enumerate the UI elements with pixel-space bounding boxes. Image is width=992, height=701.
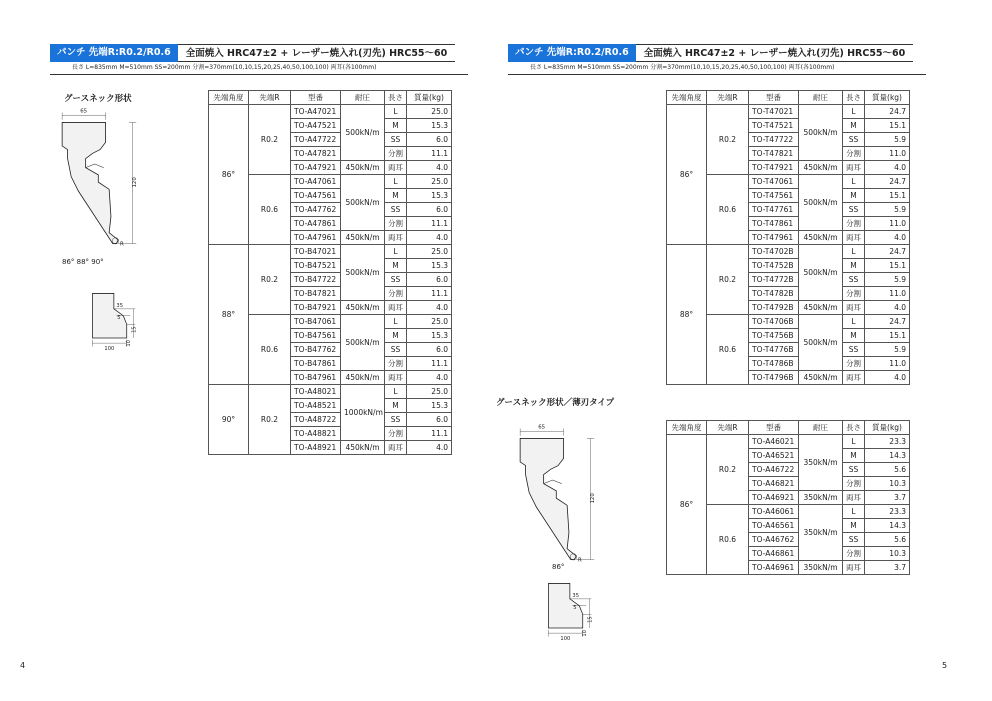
- length: L: [843, 245, 865, 259]
- col-header: 先端角度: [209, 91, 249, 105]
- length: L: [843, 505, 865, 519]
- length: L: [843, 315, 865, 329]
- model-number: TO-B47521: [291, 259, 341, 273]
- mass: 24.7: [865, 175, 910, 189]
- length: 分割: [843, 547, 865, 561]
- length: M: [843, 519, 865, 533]
- mass: 15.1: [865, 189, 910, 203]
- model-number: TO-T47561: [749, 189, 799, 203]
- mass: 15.3: [407, 259, 452, 273]
- mass: 6.0: [407, 273, 452, 287]
- pressure: 350kN/m: [799, 561, 843, 575]
- model-number: TO-A46722: [749, 463, 799, 477]
- pressure: 500kN/m: [341, 315, 385, 371]
- model-number: TO-T47761: [749, 203, 799, 217]
- model-number: TO-A47861: [291, 217, 341, 231]
- model-number: TO-B47821: [291, 287, 341, 301]
- length: 両耳: [843, 491, 865, 505]
- model-number: TO-T4796B: [749, 371, 799, 385]
- tip-angle: 90°: [209, 385, 249, 455]
- punch-base-drawing: [542, 580, 596, 640]
- model-number: TO-A47521: [291, 119, 341, 133]
- length: 両耳: [843, 161, 865, 175]
- length: 両耳: [843, 371, 865, 385]
- mass: 4.0: [407, 441, 452, 455]
- length: 分割: [385, 287, 407, 301]
- mass: 6.0: [407, 413, 452, 427]
- mass: 15.3: [407, 189, 452, 203]
- model-number: TO-A47961: [291, 231, 341, 245]
- dim-100: 100: [104, 346, 115, 352]
- mass: 6.0: [407, 133, 452, 147]
- gooseneck-punch-drawing: [514, 424, 604, 574]
- length: L: [843, 105, 865, 119]
- pressure: 500kN/m: [799, 175, 843, 231]
- dim-tip-radius: R: [119, 241, 124, 248]
- tip-radius: R0.6: [249, 315, 291, 385]
- length: M: [385, 189, 407, 203]
- col-header: 耐圧: [799, 91, 843, 105]
- series-badge: パンチ 先端R:R0.2/R0.6: [50, 44, 178, 62]
- mass: 6.0: [407, 343, 452, 357]
- tip-radius: R0.2: [249, 105, 291, 175]
- model-number: TO-B47961: [291, 371, 341, 385]
- pressure: 450kN/m: [799, 301, 843, 315]
- length: 両耳: [843, 561, 865, 575]
- model-number: TO-T4782B: [749, 287, 799, 301]
- length: 分割: [385, 427, 407, 441]
- length: SS: [843, 533, 865, 547]
- mass: 4.0: [865, 371, 910, 385]
- tip-angles: 86°: [552, 563, 565, 571]
- tip-radius: R0.2: [249, 385, 291, 455]
- page-header: [508, 44, 913, 62]
- length: M: [843, 119, 865, 133]
- length: 両耳: [385, 161, 407, 175]
- model-number: TO-T4752B: [749, 259, 799, 273]
- length: 分割: [385, 217, 407, 231]
- model-number: TO-A47821: [291, 147, 341, 161]
- mass: 11.1: [407, 357, 452, 371]
- mass: 3.7: [865, 491, 910, 505]
- mass: 11.0: [865, 217, 910, 231]
- table-header-row: [667, 91, 910, 105]
- model-number: TO-A46821: [749, 477, 799, 491]
- pressure: 450kN/m: [341, 371, 385, 385]
- hardening-heading: 全面焼入 HRC47±2 + レーザー焼入れ(刃先) HRC55〜60: [178, 44, 456, 62]
- spec-table-gooseneck-thin: [666, 420, 910, 575]
- spec-table: [208, 90, 452, 455]
- col-header: 長さ: [843, 421, 865, 435]
- mass: 14.3: [865, 519, 910, 533]
- length: 両耳: [385, 371, 407, 385]
- dim-15: 15: [587, 616, 594, 623]
- length: SS: [385, 273, 407, 287]
- col-header: 長さ: [385, 91, 407, 105]
- pressure: 350kN/m: [799, 505, 843, 561]
- col-header: 型番: [291, 91, 341, 105]
- dim-width: 65: [80, 108, 88, 115]
- model-number: TO-A46521: [749, 449, 799, 463]
- length: M: [843, 329, 865, 343]
- col-header: 耐圧: [341, 91, 385, 105]
- mass: 11.1: [407, 147, 452, 161]
- model-number: TO-A47762: [291, 203, 341, 217]
- mass: 15.1: [865, 329, 910, 343]
- model-number: TO-A48521: [291, 399, 341, 413]
- col-header: 先端R: [707, 91, 749, 105]
- model-number: TO-T4786B: [749, 357, 799, 371]
- mass: 4.0: [407, 231, 452, 245]
- tip-radius: R0.2: [249, 245, 291, 315]
- tip-radius: R0.2: [707, 245, 749, 315]
- col-header: 長さ: [843, 91, 865, 105]
- model-number: TO-A47921: [291, 161, 341, 175]
- length: L: [385, 385, 407, 399]
- pressure: 450kN/m: [341, 161, 385, 175]
- length: L: [385, 175, 407, 189]
- table-header-row: [209, 91, 452, 105]
- model-number: TO-B47762: [291, 343, 341, 357]
- model-number: TO-A46561: [749, 519, 799, 533]
- model-number: TO-B47921: [291, 301, 341, 315]
- pressure: 450kN/m: [799, 231, 843, 245]
- mass: 5.9: [865, 273, 910, 287]
- mass: 5.9: [865, 133, 910, 147]
- length: 両耳: [843, 231, 865, 245]
- tip-angle: 88°: [667, 245, 707, 385]
- mass: 15.3: [407, 119, 452, 133]
- pressure: 350kN/m: [799, 435, 843, 491]
- mass: 25.0: [407, 175, 452, 189]
- figure-title: グースネック形状／薄刃タイプ: [496, 398, 615, 408]
- length: SS: [385, 343, 407, 357]
- model-number: TO-A46762: [749, 533, 799, 547]
- tip-angle: 88°: [209, 245, 249, 385]
- model-number: TO-A48021: [291, 385, 341, 399]
- model-number: TO-B47561: [291, 329, 341, 343]
- mass: 10.3: [865, 547, 910, 561]
- model-number: TO-T4792B: [749, 301, 799, 315]
- mass: 25.0: [407, 105, 452, 119]
- length: 分割: [843, 147, 865, 161]
- length: 分割: [843, 217, 865, 231]
- mass: 25.0: [407, 315, 452, 329]
- mass: 4.0: [865, 231, 910, 245]
- dim-5: 5: [573, 605, 577, 612]
- model-number: TO-T47821: [749, 147, 799, 161]
- pressure: 500kN/m: [799, 105, 843, 161]
- table-row: [209, 245, 452, 259]
- hardening-heading: 全面焼入 HRC47±2 + レーザー焼入れ(刃先) HRC55〜60: [636, 44, 914, 62]
- dim-15: 15: [131, 326, 138, 333]
- mass: 15.3: [407, 399, 452, 413]
- length: 両耳: [843, 301, 865, 315]
- dim-width: 65: [538, 424, 546, 431]
- mass: 5.9: [865, 203, 910, 217]
- pressure: 350kN/m: [799, 491, 843, 505]
- model-number: TO-B47861: [291, 357, 341, 371]
- model-number: TO-A47061: [291, 175, 341, 189]
- length: SS: [843, 203, 865, 217]
- model-number: TO-T47722: [749, 133, 799, 147]
- table-row: [667, 105, 910, 119]
- model-number: TO-T47861: [749, 217, 799, 231]
- model-number: TO-T47961: [749, 231, 799, 245]
- model-number: TO-T4702B: [749, 245, 799, 259]
- model-number: TO-A47021: [291, 105, 341, 119]
- model-number: TO-B47061: [291, 315, 341, 329]
- model-number: TO-T47521: [749, 119, 799, 133]
- length: 分割: [843, 287, 865, 301]
- tip-radius: R0.6: [707, 315, 749, 385]
- model-number: TO-A48821: [291, 427, 341, 441]
- model-number: TO-A48722: [291, 413, 341, 427]
- mass: 5.6: [865, 463, 910, 477]
- mass: 15.3: [407, 329, 452, 343]
- tip-radius: R0.6: [707, 505, 749, 575]
- model-number: TO-A47722: [291, 133, 341, 147]
- mass: 10.3: [865, 477, 910, 491]
- mass: 24.7: [865, 315, 910, 329]
- page-number: 5: [942, 661, 948, 670]
- pressure: 450kN/m: [799, 371, 843, 385]
- col-header: 先端角度: [667, 421, 707, 435]
- length: SS: [385, 203, 407, 217]
- dim-height: 120: [132, 177, 139, 188]
- model-number: TO-T47021: [749, 105, 799, 119]
- table-row: [209, 105, 452, 119]
- pressure: 450kN/m: [799, 161, 843, 175]
- mass: 15.1: [865, 259, 910, 273]
- tip-angle: 86°: [667, 435, 707, 575]
- col-header: 質量(kg): [865, 421, 910, 435]
- gooseneck-punch-drawing: [56, 108, 146, 258]
- dim-5: 5: [117, 315, 121, 322]
- length: 両耳: [385, 231, 407, 245]
- tip-radius: R0.6: [249, 175, 291, 245]
- length: 分割: [385, 357, 407, 371]
- model-number: TO-A46021: [749, 435, 799, 449]
- length: 分割: [385, 147, 407, 161]
- dim-35: 35: [116, 303, 123, 310]
- pressure: 500kN/m: [341, 105, 385, 161]
- model-number: TO-A48921: [291, 441, 341, 455]
- length: L: [385, 105, 407, 119]
- dim-100: 100: [560, 636, 571, 642]
- mass: 25.0: [407, 385, 452, 399]
- model-number: TO-T4706B: [749, 315, 799, 329]
- model-number: TO-A46861: [749, 547, 799, 561]
- length: M: [385, 259, 407, 273]
- tip-radius: R0.6: [707, 175, 749, 245]
- mass: 23.3: [865, 505, 910, 519]
- dim-height: 120: [590, 493, 597, 504]
- length: SS: [843, 273, 865, 287]
- mass: 11.0: [865, 357, 910, 371]
- model-number: TO-A47561: [291, 189, 341, 203]
- col-header: 型番: [749, 421, 799, 435]
- mass: 14.3: [865, 449, 910, 463]
- pressure: 500kN/m: [799, 245, 843, 301]
- table-header-row: [667, 421, 910, 435]
- length-specs: 長さ L=835mm M=510mm SS=200mm 分割=370mm(10,10,15,20,25,40,50,100,100) 両耳(各100mm): [50, 62, 468, 75]
- mass: 5.6: [865, 533, 910, 547]
- model-number: TO-B47021: [291, 245, 341, 259]
- col-header: 先端R: [249, 91, 291, 105]
- pressure: 500kN/m: [341, 245, 385, 301]
- length: M: [843, 189, 865, 203]
- model-number: TO-A46921: [749, 491, 799, 505]
- dim-tip-radius: R: [577, 557, 582, 564]
- col-header: 先端角度: [667, 91, 707, 105]
- model-number: TO-T4772B: [749, 273, 799, 287]
- dim-10: 10: [582, 630, 589, 637]
- length: L: [843, 175, 865, 189]
- mass: 4.0: [865, 161, 910, 175]
- dim-10: 10: [126, 340, 133, 347]
- mass: 24.7: [865, 105, 910, 119]
- mass: 11.0: [865, 147, 910, 161]
- col-header: 耐圧: [799, 421, 843, 435]
- col-header: 質量(kg): [865, 91, 910, 105]
- mass: 24.7: [865, 245, 910, 259]
- tip-angle: 86°: [667, 105, 707, 245]
- pressure: 450kN/m: [341, 231, 385, 245]
- length: 両耳: [385, 301, 407, 315]
- mass: 5.9: [865, 343, 910, 357]
- mass: 6.0: [407, 203, 452, 217]
- col-header: 型番: [749, 91, 799, 105]
- tip-radius: R0.2: [707, 105, 749, 175]
- model-number: TO-T47061: [749, 175, 799, 189]
- length: M: [385, 119, 407, 133]
- tip-angles: 86° 88° 90°: [62, 258, 104, 266]
- punch-base-drawing: [86, 290, 140, 350]
- length: 分割: [843, 477, 865, 491]
- model-number: TO-A46061: [749, 505, 799, 519]
- length: 両耳: [385, 441, 407, 455]
- mass: 4.0: [407, 301, 452, 315]
- pressure: 1000kN/m: [341, 385, 385, 441]
- spec-table-thin: [666, 90, 910, 385]
- length: L: [843, 435, 865, 449]
- length: SS: [385, 133, 407, 147]
- length: L: [385, 245, 407, 259]
- length: SS: [843, 343, 865, 357]
- length: M: [843, 449, 865, 463]
- model-number: TO-T4756B: [749, 329, 799, 343]
- pressure: 500kN/m: [341, 175, 385, 231]
- pressure: 450kN/m: [341, 441, 385, 455]
- tip-radius: R0.2: [707, 435, 749, 505]
- mass: 4.0: [407, 371, 452, 385]
- col-header: 先端R: [707, 421, 749, 435]
- mass: 3.7: [865, 561, 910, 575]
- mass: 11.1: [407, 427, 452, 441]
- series-badge: パンチ 先端R:R0.2/R0.6: [508, 44, 636, 62]
- mass: 4.0: [407, 161, 452, 175]
- length: SS: [385, 413, 407, 427]
- page-right: [496, 0, 992, 701]
- length: L: [385, 315, 407, 329]
- table-row: [667, 435, 910, 449]
- table-row: [209, 385, 452, 399]
- pressure: 500kN/m: [799, 315, 843, 371]
- length: M: [843, 259, 865, 273]
- length-specs: 長さ L=835mm M=510mm SS=200mm 分割=370mm(10,10,15,20,25,40,50,100,100) 両耳(各100mm): [508, 62, 926, 75]
- model-number: TO-A46961: [749, 561, 799, 575]
- length: M: [385, 399, 407, 413]
- pressure: 450kN/m: [341, 301, 385, 315]
- figure-title: グースネック形状: [64, 94, 132, 104]
- page-number: 4: [20, 661, 26, 670]
- mass: 11.1: [407, 217, 452, 231]
- model-number: TO-T47921: [749, 161, 799, 175]
- table-row: [667, 245, 910, 259]
- mass: 25.0: [407, 245, 452, 259]
- length: 分割: [843, 357, 865, 371]
- page-header: [50, 44, 455, 62]
- tip-angle: 86°: [209, 105, 249, 245]
- mass: 23.3: [865, 435, 910, 449]
- length: M: [385, 329, 407, 343]
- model-number: TO-B47722: [291, 273, 341, 287]
- mass: 11.1: [407, 287, 452, 301]
- length: SS: [843, 463, 865, 477]
- col-header: 質量(kg): [407, 91, 452, 105]
- mass: 15.1: [865, 119, 910, 133]
- dim-35: 35: [572, 593, 579, 600]
- model-number: TO-T4776B: [749, 343, 799, 357]
- mass: 4.0: [865, 301, 910, 315]
- mass: 11.0: [865, 287, 910, 301]
- length: SS: [843, 133, 865, 147]
